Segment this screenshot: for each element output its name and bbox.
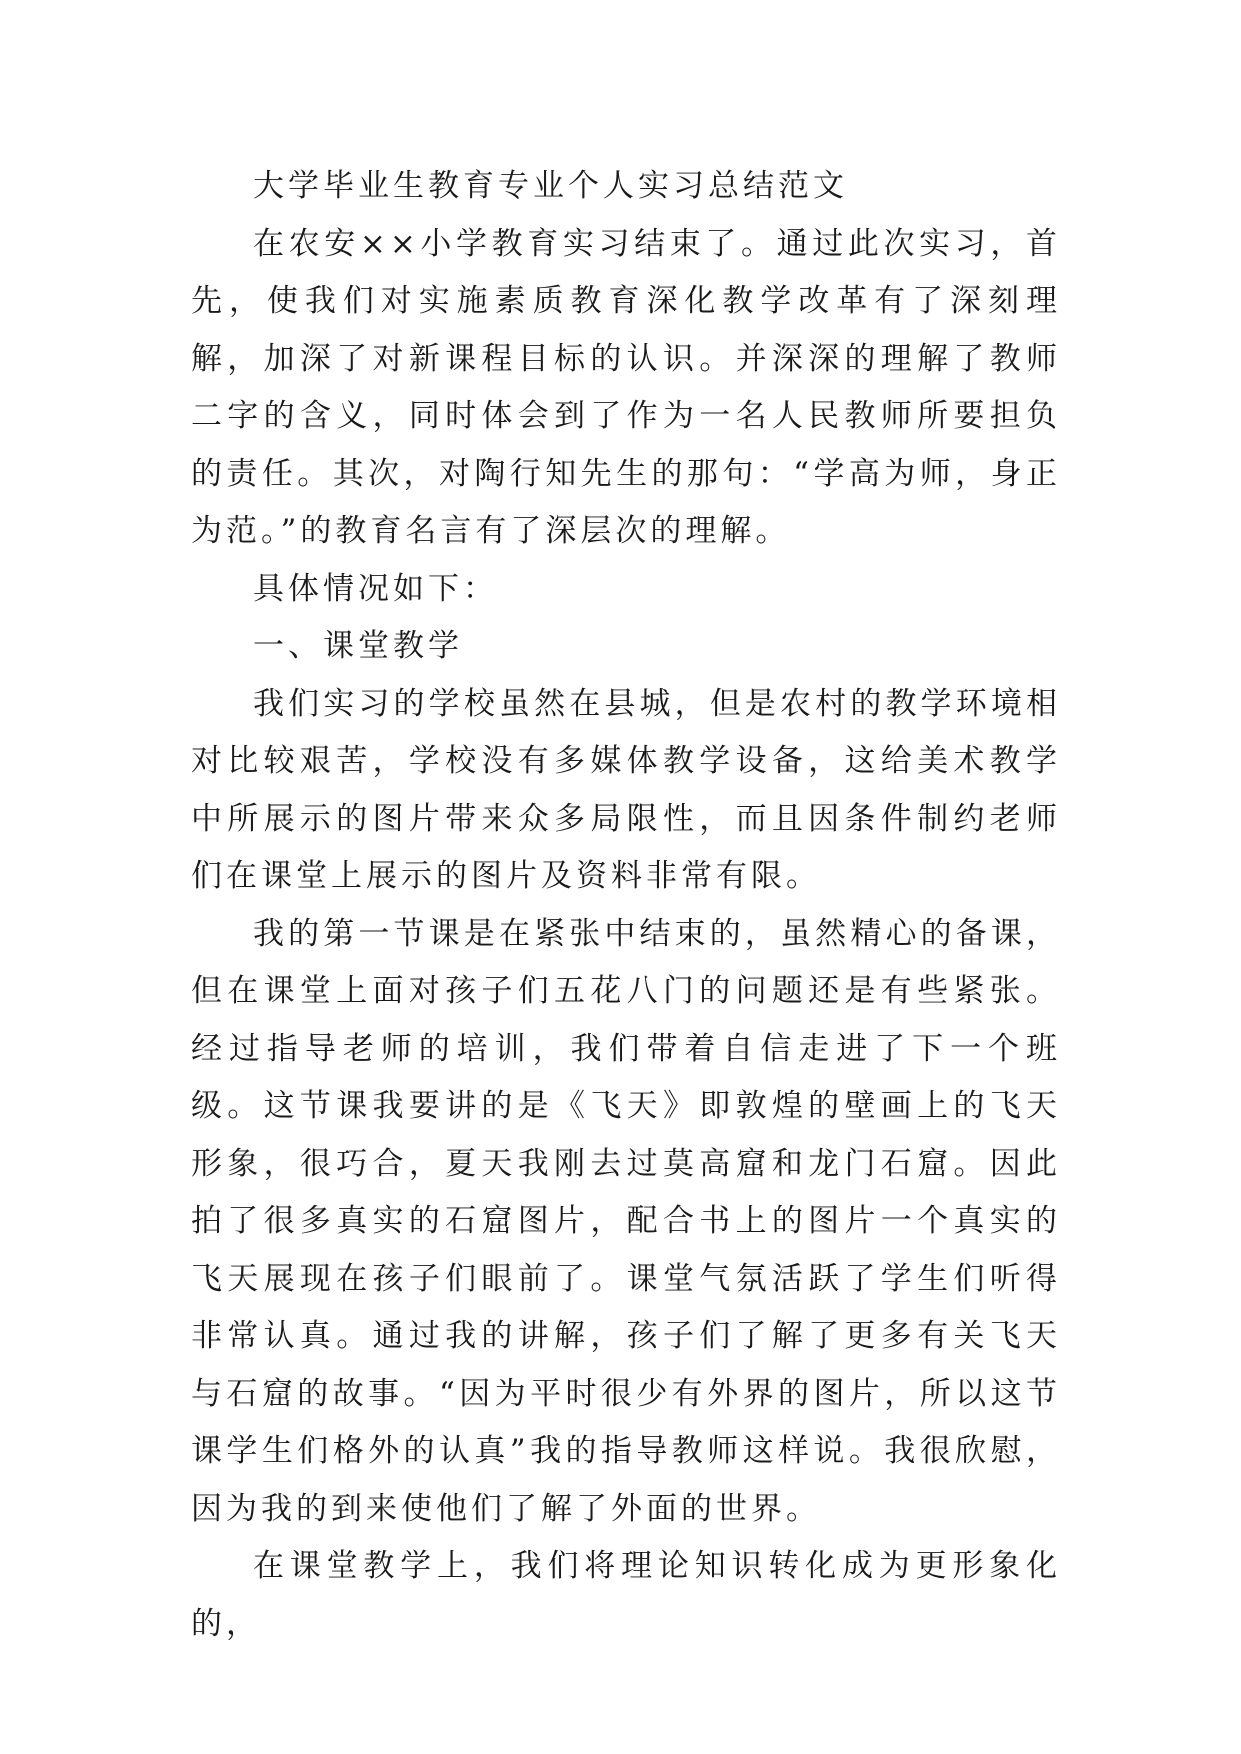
paragraph-classroom-theory: 在课堂教学上，我们将理论知识转化成为更形象化的， [191, 1548, 1061, 1642]
paragraph-first-lesson: 我的第一节课是在紧张中结束的，虽然精心的备课，但在课堂上面对孩子们五花八门的问题还是有些紧张。经过指导老师的培训，我们带着自信走进了下一个班级。这节课我要讲的是《飞天》即敦煌的壁画上的飞天形象，很巧合，夏天我刚去过莫高窟和龙门石窟。因此拍了很多真实的石窟图片，配合书上的图片一个真实的飞天展现在孩子们眼前了。课堂气氛活跃了学生们听得非常认真。通过我的讲解，孩子们了解了更多有关飞天与石窟的故事。“因为平时很少有外界的图片，所以这节课学生们格外的认真”我的指导教师这样说。我很欣慰，因为我的到来使他们了解了外面的世界。 [191, 915, 1061, 1527]
paragraph-details-lead: 具体情况如下： [253, 570, 498, 607]
document-title: 大学毕业生教育专业个人实习总结范文 [253, 168, 848, 204]
paragraph-intro: 在农安××小学教育实习结束了。通过此次实习，首先，使我们对实施素质教育深化教学改革有了深刻理解，加深了对新课程目标的认识。并深深的理解了教师二字的含义，同时体会到了作为一名人民教师所要担负的责任。其次，对陶行知先生的那句：“学高为师，身正为范。”的教育名言有了深层次的理解。 [191, 225, 1061, 549]
section-heading-classroom-teaching: 一、课堂教学 [253, 628, 463, 664]
paragraph-school-conditions: 我们实习的学校虽然在县城，但是农村的教学环境相对比较艰苦，学校没有多媒体教学设备，这给美术教学中所展示的图片带来众多局限性，而且因条件制约老师们在课堂上展示的图片及资料非常有限。 [191, 685, 1061, 894]
document-body [191, 158, 1061, 1653]
